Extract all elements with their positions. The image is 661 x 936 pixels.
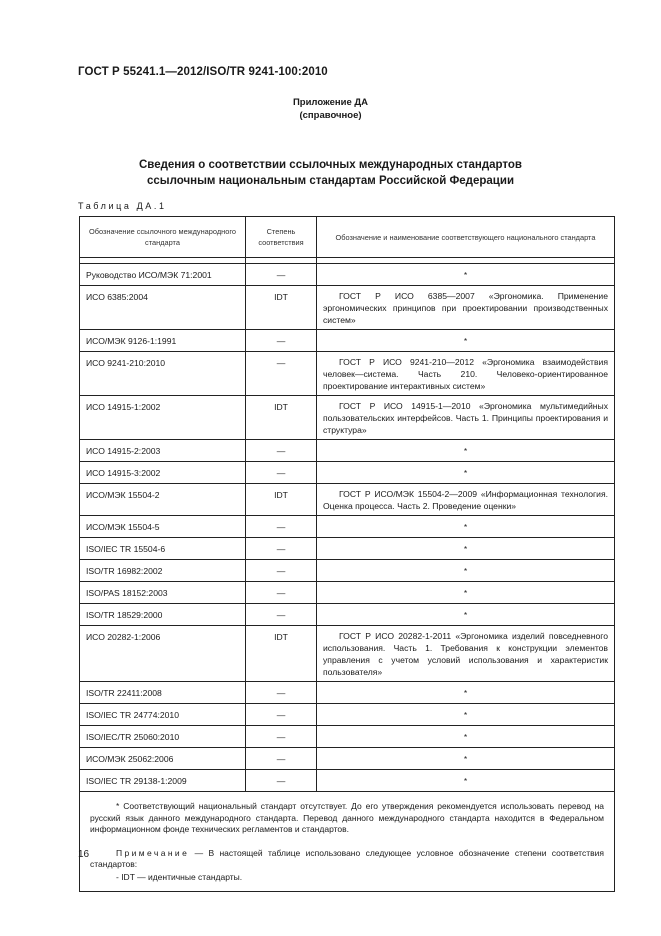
section-title [0, 157, 661, 189]
table-row [80, 704, 615, 726]
cell-international-standard: ISO/IEC TR 24774:2010 [80, 704, 246, 726]
annex-title: Приложение ДА [292, 97, 369, 108]
table-row [80, 264, 615, 286]
table-row [80, 604, 615, 626]
table-row [80, 582, 615, 604]
header-degree: Степень соответствия [246, 217, 317, 258]
cell-degree: — [246, 538, 317, 560]
cell-international-standard: ИСО 14915-2:2003 [80, 440, 246, 462]
cell-national-standard [317, 286, 615, 330]
cell-national-standard: * [317, 516, 615, 538]
table-row [80, 626, 615, 682]
table-row [80, 770, 615, 792]
cell-degree: — [246, 748, 317, 770]
header-national-standard: Обозначение и наименование соответствующего национального стандарта [317, 217, 615, 258]
cell-international-standard: ИСО/МЭК 15504-5 [80, 516, 246, 538]
cell-national-standard [317, 484, 615, 516]
cell-national-standard [317, 626, 615, 682]
page-number: 16 [78, 849, 90, 860]
table-row [80, 330, 615, 352]
cell-national-standard: * [317, 726, 615, 748]
cell-international-standard: ИСО/МЭК 9126-1:1991 [80, 330, 246, 352]
header-international-standard: Обозначение ссылочного международного стандарта [80, 217, 246, 258]
cell-national-standard: * [317, 264, 615, 286]
note-text: — В настоящей таблице использовано следующее условное обозначение степени соответствия стандартов: [90, 847, 604, 869]
annex-subtitle: (справочное) [299, 110, 362, 121]
cell-national-standard: * [317, 462, 615, 484]
cell-national-standard: * [317, 770, 615, 792]
cell-international-standard: ISO/TR 22411:2008 [80, 682, 246, 704]
section-title-line-2: ссылочным национальным стандартам Российской Федерации [146, 175, 515, 187]
document-code: ГОСТ Р 55241.1—2012/ISO/TR 9241-100:2010 [78, 66, 328, 78]
national-standard-text: ГОСТ Р ИСО 9241-210—2012 «Эргономика взаимодействия человек—система. Часть 210. Человеко-ориентированное проектирование интерактивных систем» [323, 357, 608, 391]
cell-national-standard: * [317, 560, 615, 582]
note-paragraph [90, 848, 604, 871]
cell-international-standard: ИСО/МЭК 25062:2006 [80, 748, 246, 770]
cell-international-standard: ИСО 14915-3:2002 [80, 462, 246, 484]
cell-degree: — [246, 516, 317, 538]
cell-degree: — [246, 330, 317, 352]
table-row [80, 440, 615, 462]
cell-national-standard [317, 396, 615, 440]
footnote-row [80, 792, 615, 892]
cell-degree: — [246, 604, 317, 626]
cell-degree: IDT [246, 286, 317, 330]
cell-degree: — [246, 440, 317, 462]
national-standard-text: ГОСТ Р ИСО 14915-1—2010 «Эргономика мультимедийных пользовательских интерфейсов. Часть 1. Принципы проектирования и структура» [323, 401, 608, 435]
national-standard-text: ГОСТ Р ИСО/МЭК 15504-2—2009 «Информационная технология. Оценка процесса. Часть 2. Проведение оценки» [323, 489, 608, 511]
cell-degree: — [246, 770, 317, 792]
table-row [80, 396, 615, 440]
table-row [80, 748, 615, 770]
national-standard-text: ГОСТ Р ИСО 6385—2007 «Эргономика. Применение эргономических принципов при проектировании производственных систем» [323, 291, 608, 325]
table-row [80, 352, 615, 396]
table-row [80, 726, 615, 748]
note-list-item: - IDT — идентичные стандарты. [116, 871, 243, 882]
cell-international-standard: ISO/IEC/TR 25060:2010 [80, 726, 246, 748]
cell-national-standard: * [317, 704, 615, 726]
cell-national-standard: * [317, 538, 615, 560]
cell-international-standard: ISO/PAS 18152:2003 [80, 582, 246, 604]
cell-international-standard: ИСО 9241-210:2010 [80, 352, 246, 396]
cell-national-standard: * [317, 748, 615, 770]
cell-international-standard: ISO/IEC TR 15504-6 [80, 538, 246, 560]
cell-national-standard: * [317, 682, 615, 704]
cell-degree: — [246, 462, 317, 484]
cell-international-standard: ИСО 20282-1:2006 [80, 626, 246, 682]
correspondence-table [79, 216, 615, 892]
cell-international-standard: ИСО 6385:2004 [80, 286, 246, 330]
cell-degree: IDT [246, 484, 317, 516]
cell-national-standard: * [317, 330, 615, 352]
table-row [80, 484, 615, 516]
cell-national-standard: * [317, 604, 615, 626]
table-row [80, 682, 615, 704]
cell-national-standard: * [317, 582, 615, 604]
note-label: Примечание [116, 847, 190, 858]
annex-heading [0, 96, 661, 122]
cell-degree: IDT [246, 396, 317, 440]
cell-international-standard: ISO/IEC TR 29138-1:2009 [80, 770, 246, 792]
cell-degree: — [246, 582, 317, 604]
table-caption: Таблица ДА.1 [78, 201, 167, 211]
cell-international-standard: ISO/TR 18529:2000 [80, 604, 246, 626]
cell-degree: — [246, 560, 317, 582]
table-header-row [80, 217, 615, 258]
national-standard-text: ГОСТ Р ИСО 20282-1-2011 «Эргономика изделий повседневного использования. Часть 1. Требования к конструкции элементов управления с учетом условий использования и характеристик пользователя» [323, 631, 608, 677]
cell-international-standard: Руководство ИСО/МЭК 71:2001 [80, 264, 246, 286]
cell-international-standard: ISO/TR 16982:2002 [80, 560, 246, 582]
cell-national-standard [317, 352, 615, 396]
cell-degree: — [246, 682, 317, 704]
table-row [80, 286, 615, 330]
table-row [80, 560, 615, 582]
footnote-text: * Соответствующий национальный стандарт отсутствует. До его утверждения рекомендуется использовать перевод на русский язык данного международного стандарта. Перевод данного международного стандарта находится в Федеральном информационном фонде технических регламентов и стандартов. [90, 801, 604, 834]
cell-degree: IDT [246, 626, 317, 682]
cell-degree: — [246, 726, 317, 748]
footnote-cell [80, 792, 615, 892]
cell-degree: — [246, 264, 317, 286]
section-title-line-1: Сведения о соответствии ссылочных международных стандартов [138, 159, 522, 171]
cell-international-standard: ИСО/МЭК 15504-2 [80, 484, 246, 516]
cell-national-standard: * [317, 440, 615, 462]
table-row [80, 538, 615, 560]
cell-degree: — [246, 352, 317, 396]
table-row [80, 516, 615, 538]
table-row [80, 462, 615, 484]
cell-degree: — [246, 704, 317, 726]
cell-international-standard: ИСО 14915-1:2002 [80, 396, 246, 440]
